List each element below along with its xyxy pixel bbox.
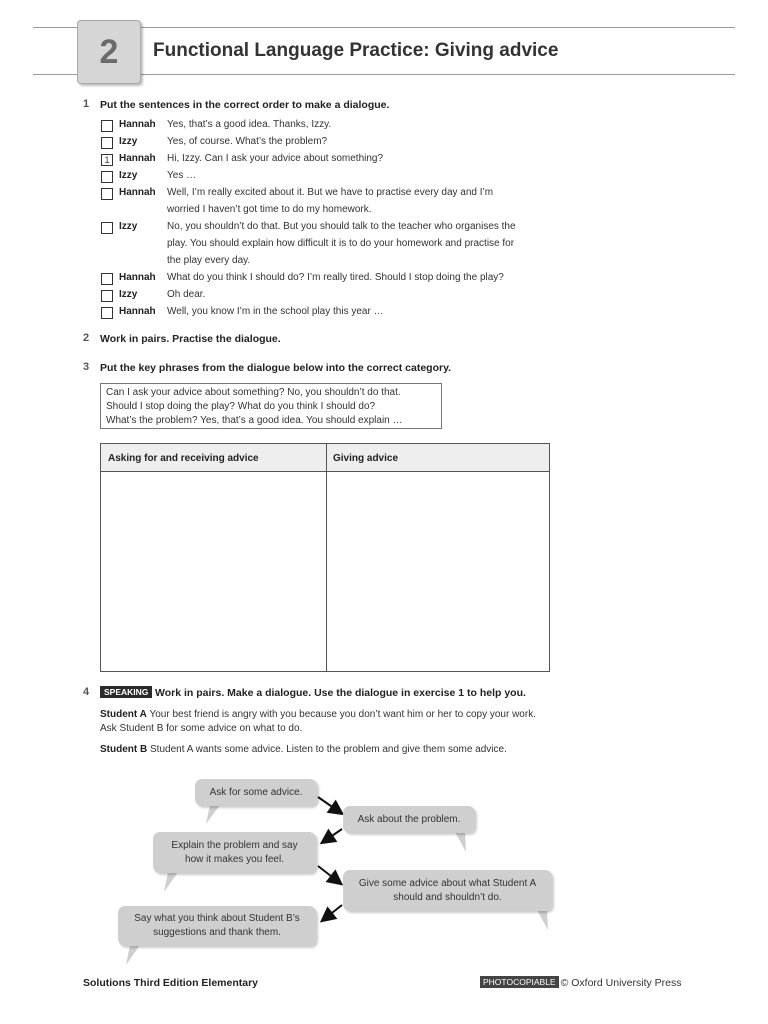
footer-book-title: Solutions Third Edition Elementary <box>83 977 259 989</box>
speaker-name: Hannah <box>119 187 156 198</box>
speaker-name: Hannah <box>119 153 156 164</box>
bubble-ask-advice: Ask for some advice. <box>195 779 317 806</box>
dialogue-line-text: Well, I’m really excited about it. But we have to practise every day and I’m <box>167 187 494 198</box>
bubble-tail-3 <box>164 872 178 892</box>
speaker-name: Izzy <box>119 170 138 181</box>
arrow-2 <box>323 829 342 842</box>
exercise-3-number: 3 <box>83 361 90 373</box>
key-phrases-line-3: What’s the problem? Yes, that’s a good idea. You should explain … <box>106 415 403 426</box>
bubble-thank: Say what you think about Student B’s suggestions and thank them. <box>118 906 316 946</box>
bubble-tail-2 <box>455 832 466 852</box>
dialogue-line-text: Well, you know I’m in the school play this year … <box>167 306 384 317</box>
dialogue-line-text: Oh dear. <box>167 289 206 300</box>
speaker-name: Hannah <box>119 272 156 283</box>
unit-number-badge: 2 <box>77 20 141 84</box>
speaker-name: Hannah <box>119 119 156 130</box>
exercise-4-instruction: Work in pairs. Make a dialogue. Use the dialogue in exercise 1 to help you. <box>155 687 526 699</box>
student-b-label: Student B <box>100 744 148 755</box>
dialogue-line-text: Yes, of course. What’s the problem? <box>167 136 328 147</box>
exercise-4-number: 4 <box>83 686 90 698</box>
page-title: Functional Language Practice: Giving advice <box>153 40 559 61</box>
dialogue-line-text: No, you shouldn’t do that. But you should talk to the teacher who organises the <box>167 221 516 232</box>
speaker-name: Izzy <box>119 289 138 300</box>
speaker-name: Hannah <box>119 306 156 317</box>
student-b-text: Student A wants some advice. Listen to the problem and give them some advice. <box>150 744 507 755</box>
speaker-name: Izzy <box>119 221 138 232</box>
dialogue-line-text: Hi, Izzy. Can I ask your advice about something? <box>167 153 384 164</box>
speaking-badge: SPEAKING <box>100 686 152 698</box>
bubble-tail-5 <box>126 945 140 965</box>
footer-copyright: © Oxford University Press <box>560 977 682 989</box>
bubble-explain-problem: Explain the problem and say how it makes you feel. <box>153 832 316 873</box>
key-phrases-line-1: Can I ask your advice about something? No, you shouldn’t do that. <box>106 387 401 398</box>
dialogue-line-text: What do you think I should do? I’m really tired. Should I stop doing the play? <box>167 272 504 283</box>
exercise-2-instruction: Work in pairs. Practise the dialogue. <box>100 333 281 345</box>
key-phrases-line-2: Should I stop doing the play? What do you think I should do? <box>106 401 376 412</box>
dialogue-line-text: play. You should explain how difficult it is to do your homework and practise for <box>167 238 515 249</box>
photocopiable-badge: PHOTOCOPIABLE <box>480 976 559 988</box>
header-asking-advice: Asking for and receiving advice <box>108 453 259 464</box>
speaker-name: Izzy <box>119 136 138 147</box>
arrow-1 <box>318 797 341 813</box>
student-a-text: Your best friend is angry with you because you don’t want him or her to copy your work. Ask Student B for some advice on what to do. <box>100 709 536 734</box>
header-giving-advice: Giving advice <box>333 453 399 464</box>
bubble-ask-problem: Ask about the problem. <box>343 806 475 833</box>
dialogue-line-text: Yes … <box>167 170 197 181</box>
dialogue-line-text: worried I haven’t got time to do my homework. <box>167 204 372 215</box>
dialogue-line-text: Yes, that’s a good idea. Thanks, Izzy. <box>167 119 332 130</box>
exercise-3-instruction: Put the key phrases from the dialogue below into the correct category. <box>100 362 452 374</box>
student-a-label: Student A <box>100 709 147 720</box>
exercise-1-number: 1 <box>83 98 90 110</box>
bubble-tail-1 <box>206 805 220 824</box>
exercise-1-instruction: Put the sentences in the correct order to make a dialogue. <box>100 99 390 111</box>
order-box[interactable]: 1 <box>101 154 113 166</box>
bubble-tail-4 <box>537 910 548 930</box>
dialogue-line-text: the play every day. <box>167 255 251 266</box>
arrow-3 <box>318 866 340 883</box>
arrow-4 <box>323 905 342 920</box>
exercise-2-number: 2 <box>83 332 90 344</box>
bubble-give-advice: Give some advice about what Student A should and shouldn’t do. <box>343 870 552 911</box>
footer-copyright-line <box>480 976 682 989</box>
